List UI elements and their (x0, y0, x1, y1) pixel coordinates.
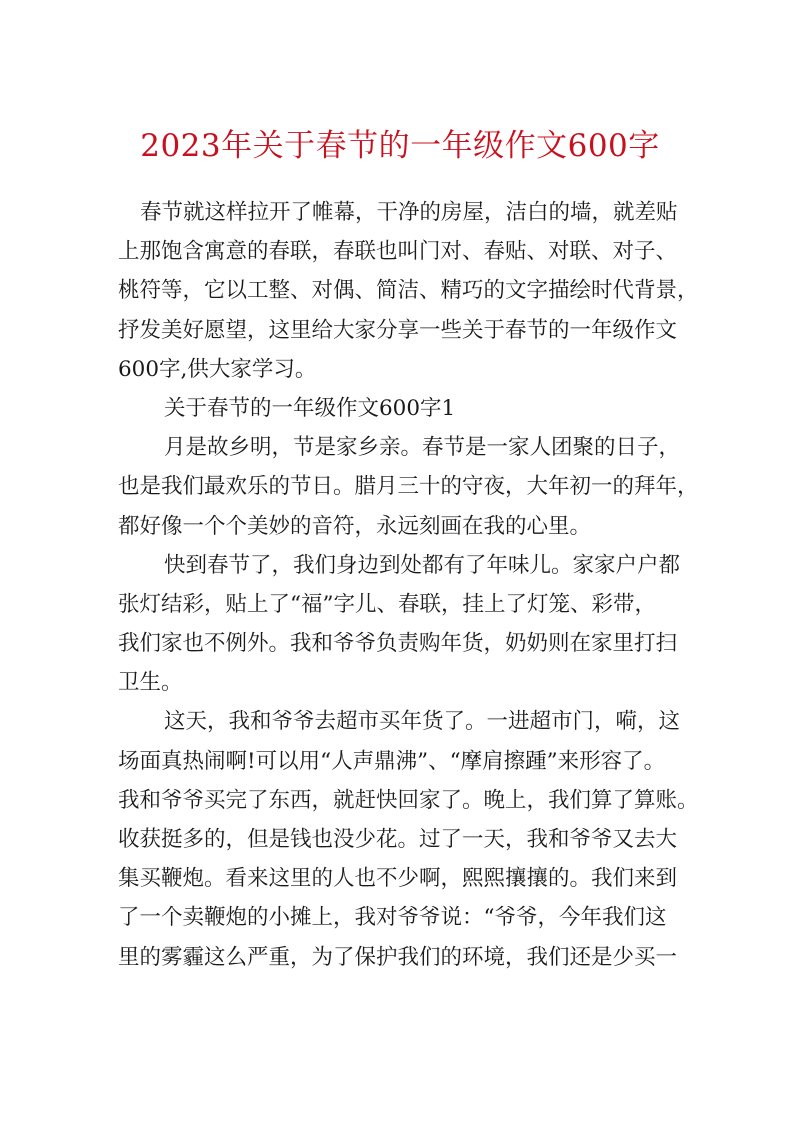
text-line: 桃符等，它以工整、对偶、简洁、精巧的文字描绘时代背景， (118, 278, 699, 304)
document-title: 2023年关于春节的一年级作文600字 (140, 128, 660, 164)
text-line: 快到春节了，我们身边到处都有了年味儿。家家户户都 (164, 552, 681, 578)
text-line: 集买鞭炮。看来这里的人也不少啊，熙熙攘攘的。我们来到 (118, 866, 678, 892)
paragraph (118, 546, 684, 703)
section-heading (118, 389, 684, 428)
text-line: 抒发美好愿望，这里给大家分享一些关于春节的一年级作文 (118, 317, 678, 343)
text-line: 我们家也不例外。我和爷爷负责购年货，奶奶则在家里打扫 (118, 631, 678, 657)
text-line: 都好像一个个美妙的音符，永远刻画在我的心里。 (118, 513, 592, 539)
text-line: 收获挺多的，但是钱也没少花。过了一天，我和爷爷又去大 (118, 827, 678, 852)
text-line: 场面真热闹啊!可以用“人声鼎沸”、“摩肩擦踵”来形容了。 (118, 748, 666, 774)
text-line: 600字,供大家学习。 (118, 356, 317, 382)
text-line: 卫生。 (118, 670, 183, 696)
paragraph (118, 702, 699, 976)
text-line: 里的雾霾这么严重，为了保护我们的环境，我们还是少买一 (118, 944, 678, 970)
text-line: 关于春节的一年级作文600字1 (164, 395, 456, 421)
text-line: 也是我们最欢乐的节日。腊月三十的守夜，大年初一的拜年， (118, 474, 699, 500)
text-line: 我和爷爷买完了东西，就赶快回家了。晚上，我们算了算账。 (118, 787, 699, 813)
text-line: 这天，我和爷爷去超市买年货了。一进超市门，嗬，这 (164, 709, 681, 735)
text-line: 春节就这样拉开了帷幕，干净的房屋，洁白的墙，就差贴 (140, 200, 678, 225)
text-line: 月是故乡明，节是家乡亲。春节是一家人团聚的日子， (164, 435, 681, 461)
text-line: 了一个卖鞭炮的小摊上，我对爷爷说：“爷爷，今年我们这 (118, 905, 667, 931)
text-line: 张灯结彩，贴上了“福”字儿、春联，挂上了灯笼、彩带， (118, 591, 656, 617)
text-line: 上那饱含寓意的春联，春联也叫门对、春贴、对联、对子、 (118, 239, 678, 265)
document-body (118, 193, 699, 977)
paragraph (118, 428, 699, 546)
paragraph-intro (118, 193, 699, 389)
